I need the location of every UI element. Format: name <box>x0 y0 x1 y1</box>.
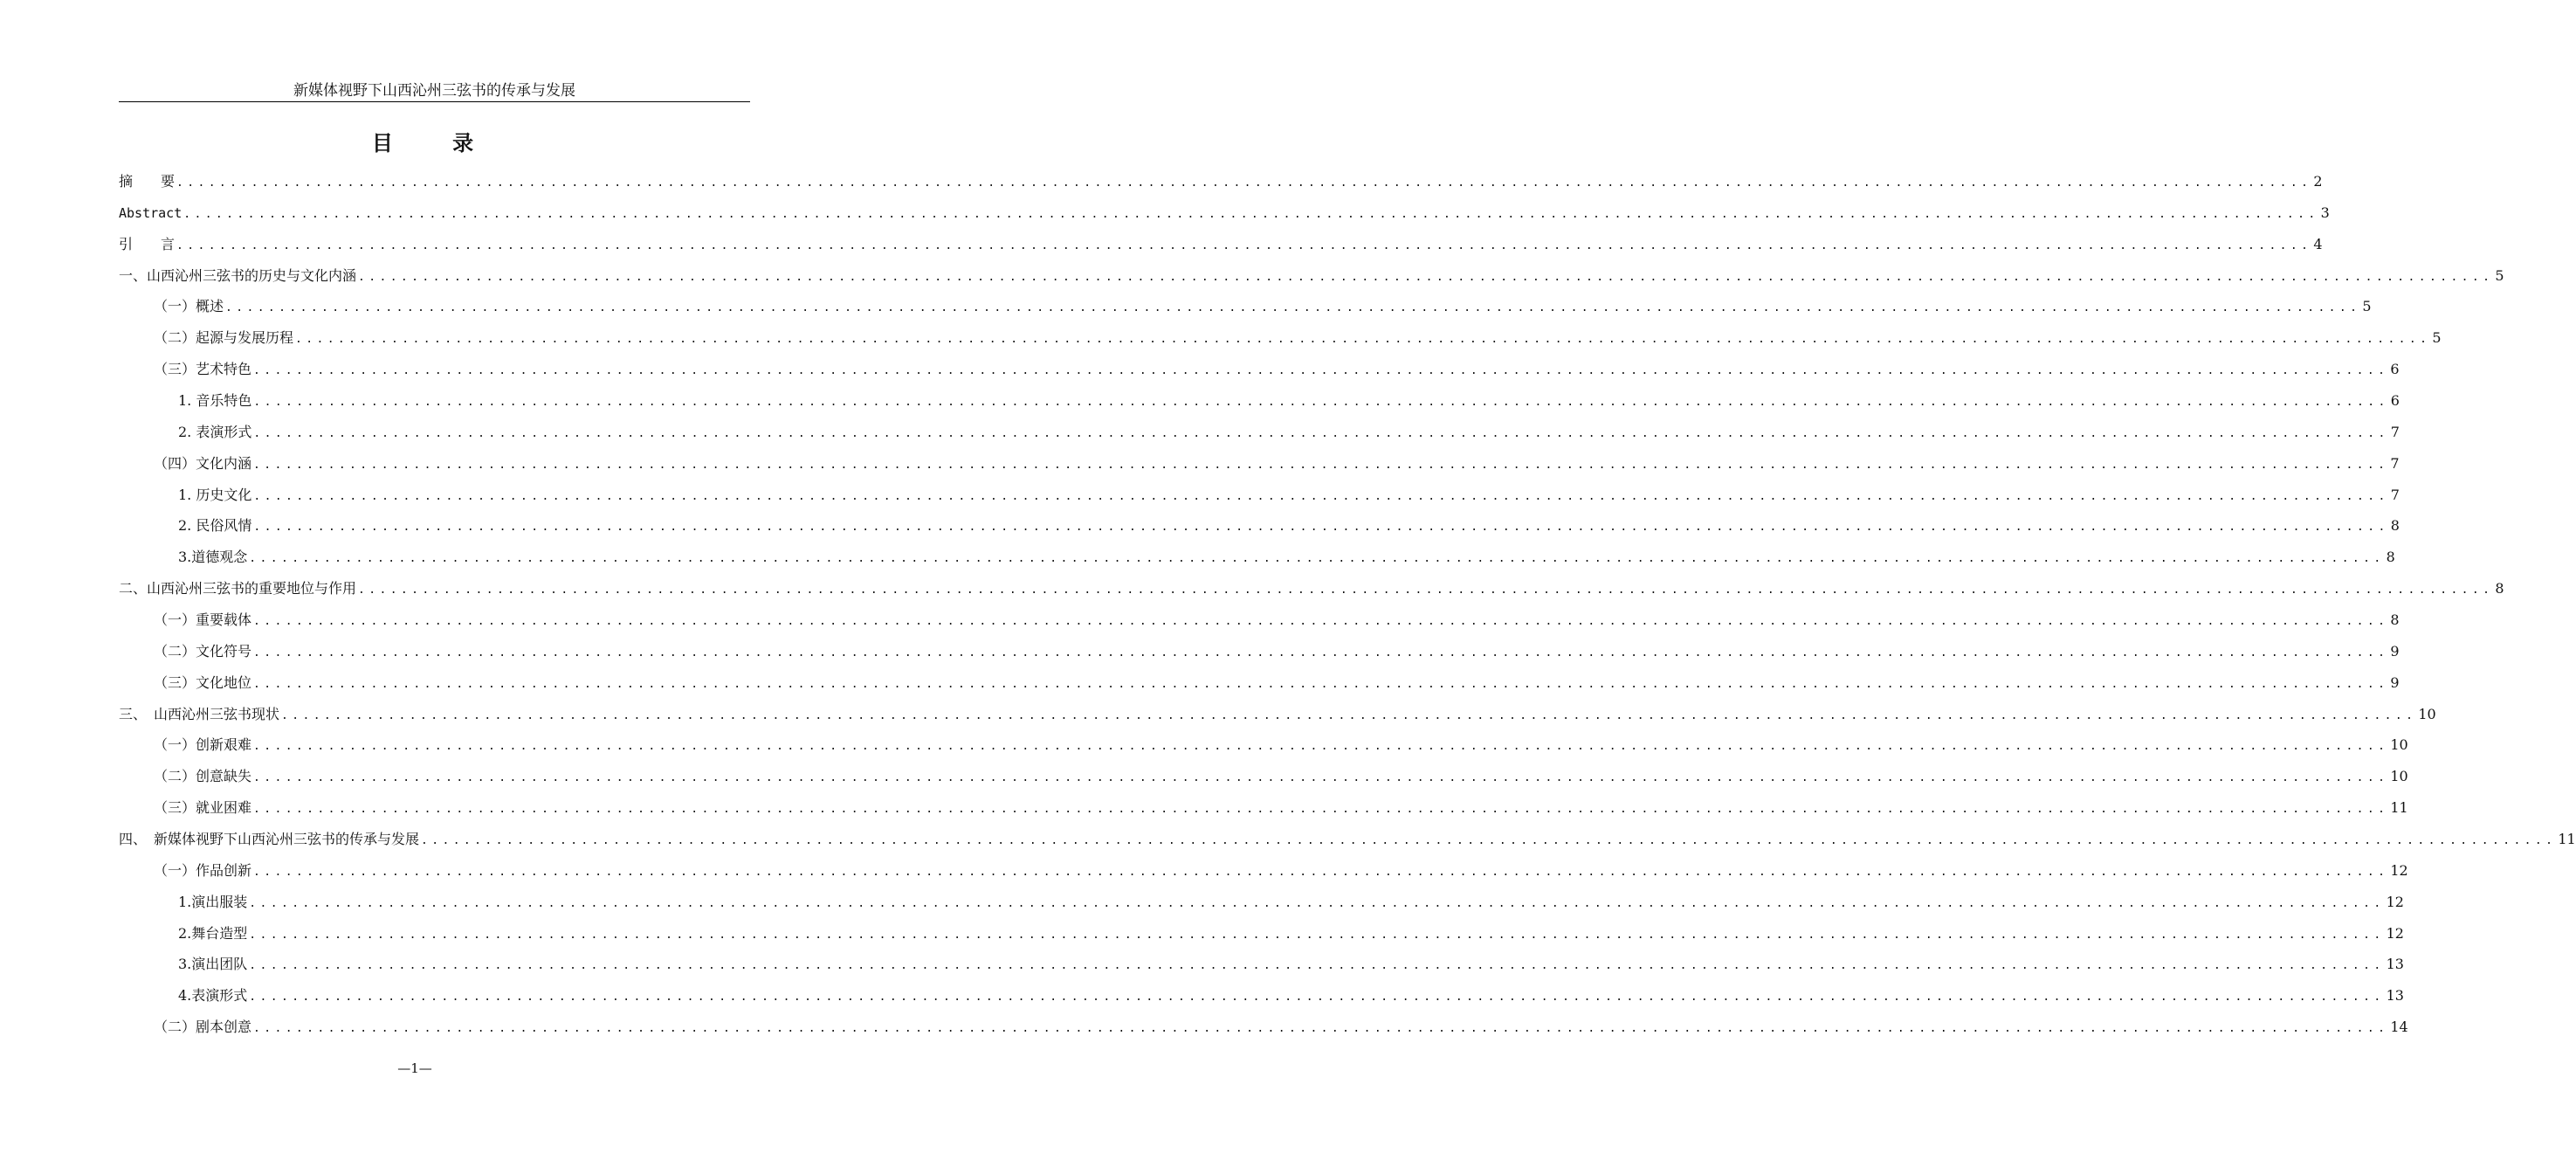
toc-entry-page: 8 <box>2390 611 2400 629</box>
toc-entry-label: 1.演出服装 <box>178 893 248 910</box>
toc-entry-page: 5 <box>2432 329 2442 347</box>
toc-entry[interactable] <box>119 360 2400 391</box>
dot-leader: ........................................................................................................................................................................................................ <box>249 991 2385 1005</box>
toc-entry-page: 2 <box>2313 173 2323 190</box>
dot-leader: ........................................................................................................................................................................................................ <box>253 426 2389 440</box>
toc-entry-label: 引 言 <box>119 235 176 252</box>
dot-leader: ........................................................................................................................................................................................................ <box>249 896 2385 910</box>
dot-leader: ........................................................................................................................................................................................................ <box>249 552 2385 566</box>
toc-entry[interactable] <box>119 423 2400 454</box>
toc-entry[interactable] <box>119 235 2323 266</box>
toc-entry-label: （一）作品创新 <box>154 861 252 879</box>
toc-entry[interactable] <box>119 642 2400 673</box>
toc-entry-label: 三、 山西沁州三弦书现状 <box>119 705 280 722</box>
dot-leader: ........................................................................................................................................................................................................ <box>253 646 2389 660</box>
dot-leader: ........................................................................................................................................................................................................ <box>176 238 2312 252</box>
dot-leader: ........................................................................................................................................................................................................ <box>253 771 2389 785</box>
toc-entry-page: 12 <box>2386 893 2404 910</box>
dot-leader: ........................................................................................................................................................................................................ <box>253 803 2389 817</box>
toc-entry-page: 8 <box>2386 549 2395 566</box>
dot-leader: ........................................................................................................................................................................................................ <box>253 677 2389 691</box>
toc-entry-label: 一、山西沁州三弦书的历史与文化内涵 <box>119 266 357 284</box>
toc-entry[interactable] <box>119 548 2395 579</box>
dot-leader: ........................................................................................................................................................................................................ <box>421 834 2557 848</box>
running-header: 新媒体视野下山西沁州三弦书的传承与发展 <box>293 82 575 100</box>
toc-entry[interactable] <box>119 391 2400 423</box>
toc-entry[interactable] <box>119 924 2404 956</box>
dot-leader: ........................................................................................................................................................................................................ <box>295 333 2431 347</box>
toc-entry-label: （三）文化地位 <box>154 673 252 691</box>
toc-title: 目 录 <box>371 130 500 155</box>
toc-entry-label: 2. 民俗风情 <box>178 517 252 535</box>
dot-leader: ........................................................................................................................................................................................................ <box>253 740 2389 754</box>
toc-entry-page: 7 <box>2390 454 2400 472</box>
toc-entry-label: 二、山西沁州三弦书的重要地位与作用 <box>119 580 357 597</box>
toc-entry-label: 4.表演形式 <box>178 987 248 1005</box>
toc-entry-page: 5 <box>2362 298 2372 315</box>
toc-entry-label: （二）文化符号 <box>154 642 252 660</box>
toc-entry-page: 13 <box>2386 956 2404 973</box>
toc-entry-page: 11 <box>2390 799 2408 817</box>
dot-leader: ........................................................................................................................................................................................................ <box>281 708 2417 722</box>
dot-leader: ........................................................................................................................................................................................................ <box>358 584 2494 597</box>
toc-entry[interactable] <box>119 516 2400 548</box>
toc-entry-label: 2.舞台造型 <box>178 924 248 942</box>
toc-entry[interactable] <box>119 830 2576 861</box>
toc-entry-page: 9 <box>2390 642 2400 660</box>
toc-entry[interactable] <box>119 798 2408 830</box>
toc-entry-page: 8 <box>2390 517 2400 535</box>
dot-leader: ........................................................................................................................................................................................................ <box>358 270 2494 284</box>
toc-entry[interactable] <box>119 861 2408 893</box>
toc-entry-page: 7 <box>2390 423 2400 440</box>
toc-entry-page: 3 <box>2320 204 2330 221</box>
toc-entry-page: 10 <box>2418 705 2436 722</box>
toc-entry[interactable] <box>119 204 2330 235</box>
toc-entry-page: 5 <box>2495 266 2504 284</box>
toc-entry-label: （三）艺术特色 <box>154 361 252 378</box>
page-number: —1— <box>397 1060 432 1076</box>
toc-entry-page: 14 <box>2390 1019 2408 1036</box>
toc-entry[interactable] <box>119 673 2400 705</box>
toc-entry-label: （三）就业困难 <box>154 799 252 817</box>
dot-leader: ........................................................................................................................................................................................................ <box>253 521 2389 535</box>
toc-entry[interactable] <box>119 611 2400 642</box>
toc-entry[interactable] <box>119 705 2436 736</box>
dot-leader: ........................................................................................................................................................................................................ <box>183 207 2319 221</box>
toc-entry-page: 9 <box>2390 673 2400 691</box>
dot-leader: ........................................................................................................................................................................................................ <box>249 928 2385 942</box>
toc-entry-page: 12 <box>2390 861 2408 879</box>
toc-entry-page: 7 <box>2390 486 2400 503</box>
toc-entry[interactable] <box>119 454 2400 486</box>
toc-entry-label: 1. 音乐特色 <box>178 392 252 410</box>
toc-entry-label: 2. 表演形式 <box>178 423 252 440</box>
toc-entry-label: 四、 新媒体视野下山西沁州三弦书的传承与发展 <box>119 831 420 848</box>
dot-leader: ........................................................................................................................................................................................................ <box>253 458 2389 472</box>
dot-leader: ........................................................................................................................................................................................................ <box>225 301 2361 315</box>
dot-leader: ........................................................................................................................................................................................................ <box>253 865 2389 879</box>
toc-entry-page: 8 <box>2495 580 2504 597</box>
toc-entry[interactable] <box>119 579 2504 611</box>
toc-entry-page: 12 <box>2386 924 2404 942</box>
dot-leader: ........................................................................................................................................................................................................ <box>253 396 2389 410</box>
dot-leader: ........................................................................................................................................................................................................ <box>253 615 2389 629</box>
toc-entry-page: 10 <box>2390 768 2408 785</box>
toc-entry[interactable] <box>119 955 2404 986</box>
toc-entry[interactable] <box>119 486 2400 517</box>
toc-entry-page: 6 <box>2390 361 2400 378</box>
toc-entry-page: 10 <box>2390 736 2408 754</box>
toc-entry[interactable] <box>119 172 2323 204</box>
toc-entry-label: （一）重要载体 <box>154 611 252 629</box>
toc-entry-label: （二）剧本创意 <box>154 1019 252 1036</box>
toc-entry-label: （四）文化内涵 <box>154 454 252 472</box>
toc-entry[interactable] <box>119 986 2404 1018</box>
toc-entry-label: （二）起源与发展历程 <box>154 329 294 347</box>
toc-entry-label: 1. 历史文化 <box>178 486 252 503</box>
toc-entry-page: 4 <box>2313 235 2323 252</box>
toc-entry-label: Abstract <box>119 204 183 221</box>
toc-entry[interactable] <box>119 1018 2408 1049</box>
header-rule <box>119 101 750 102</box>
toc-entry-label: （一）概述 <box>154 298 224 315</box>
toc-entry[interactable] <box>119 893 2404 924</box>
dot-leader: ........................................................................................................................................................................................................ <box>253 1022 2389 1036</box>
toc-entry-label: 3.道德观念 <box>178 549 248 566</box>
toc-entry-label: 摘 要 <box>119 173 176 190</box>
dot-leader: ........................................................................................................................................................................................................ <box>253 489 2389 503</box>
toc-entry[interactable] <box>119 735 2408 767</box>
toc-entry-label: （二）创意缺失 <box>154 768 252 785</box>
dot-leader: ........................................................................................................................................................................................................ <box>249 959 2385 973</box>
dot-leader: ........................................................................................................................................................................................................ <box>253 364 2389 378</box>
toc-entry[interactable] <box>119 767 2408 798</box>
toc-entry-page: 6 <box>2390 392 2400 410</box>
toc-entry[interactable] <box>119 297 2372 328</box>
toc-entry-label: （一）创新艰难 <box>154 736 252 754</box>
toc-entry[interactable] <box>119 266 2504 298</box>
toc-entry[interactable] <box>119 328 2442 360</box>
table-of-contents <box>119 172 2576 1049</box>
toc-entry-page: 11 <box>2558 831 2576 848</box>
dot-leader: ........................................................................................................................................................................................................ <box>176 176 2312 190</box>
toc-entry-page: 13 <box>2386 987 2404 1005</box>
toc-entry-label: 3.演出团队 <box>178 956 248 973</box>
